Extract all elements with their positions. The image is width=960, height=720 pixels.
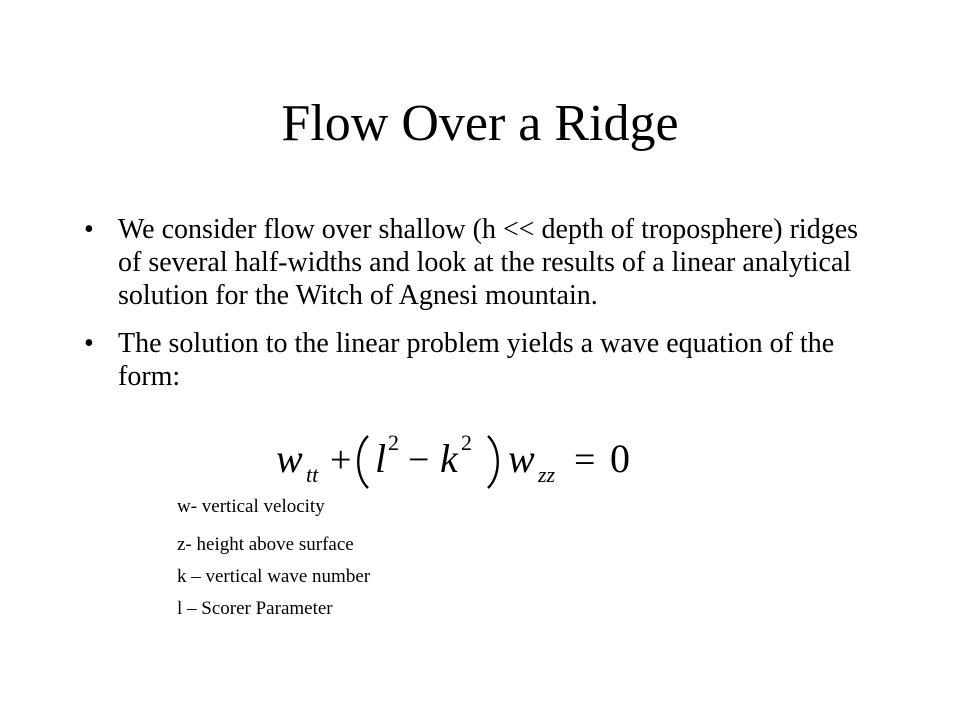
equation-k: k <box>440 436 458 481</box>
equation-exponent-k: 2 <box>461 430 472 455</box>
equation-sub-tt: tt <box>306 462 319 487</box>
equation-zero: 0 <box>610 436 630 481</box>
definition-w: w- vertical velocity <box>177 496 325 517</box>
bullet-text: We consider flow over shallow (h << depth of troposphere) ridges of several half-widths and look at the results of a linear analytical solution for the Witch of Agnesi mountain. <box>118 214 859 311</box>
definition-l: l – Scorer Parameter <box>177 598 333 619</box>
equation-exponent-l: 2 <box>388 430 399 455</box>
equation-minus: − <box>408 439 430 481</box>
bullet-item <box>84 327 874 393</box>
equation-equals: = <box>574 439 596 481</box>
equation-l: l <box>375 436 387 481</box>
equation-sub-zz: zz <box>538 462 556 487</box>
equation-right-paren <box>488 436 498 488</box>
wave-equation <box>272 430 672 492</box>
equation-plus: + <box>330 439 352 481</box>
slide-title: Flow Over a Ridge <box>281 95 679 152</box>
equation-w: w <box>276 436 303 481</box>
definition-k: k – vertical wave number <box>177 566 371 587</box>
bullet-marker: • <box>84 328 94 359</box>
bullet-marker: • <box>84 214 94 245</box>
equation-left-paren <box>358 436 368 488</box>
bullet-item <box>84 213 874 312</box>
bullet-text: The solution to the linear problem yields a wave equation of the form: <box>118 328 835 392</box>
bullet-list <box>84 213 874 408</box>
definition-z: z- height above surface <box>177 534 354 555</box>
equation-w2: w <box>508 436 535 481</box>
